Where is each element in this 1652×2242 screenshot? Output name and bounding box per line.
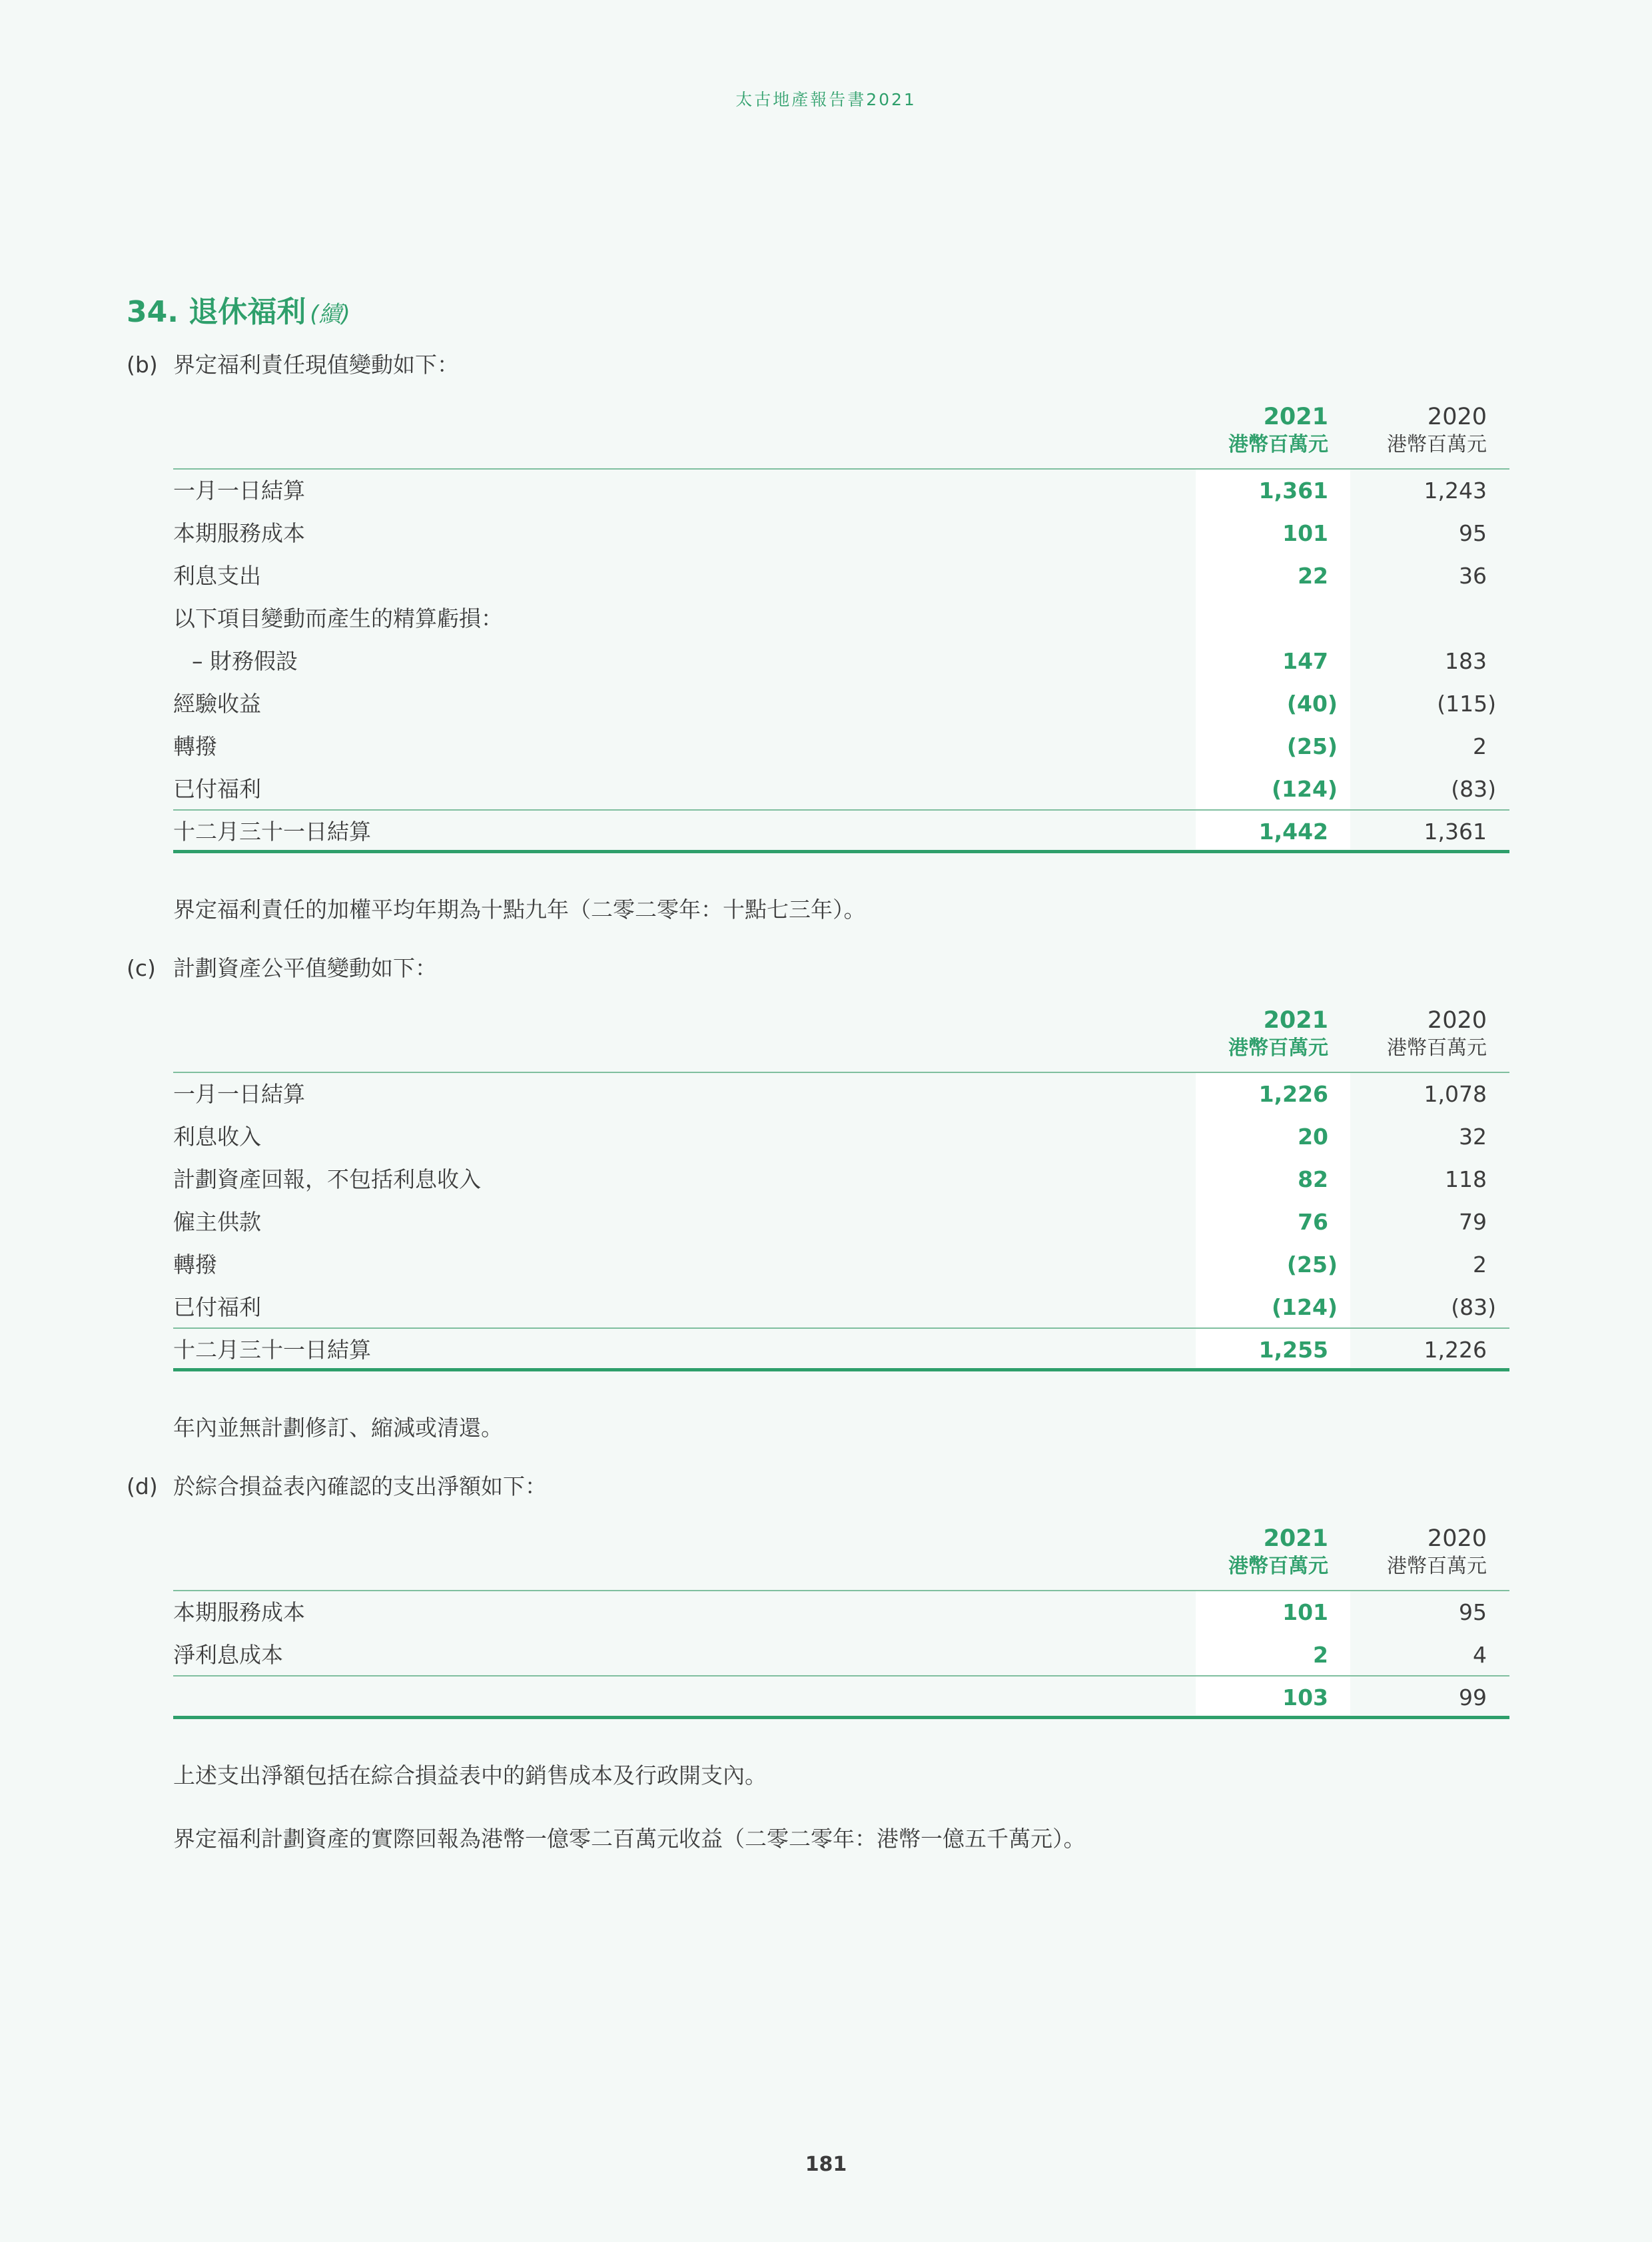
prior-value: (83) xyxy=(1451,776,1496,802)
part-d-heading-text: 於綜合損益表內確認的支出淨額如下： xyxy=(173,1473,547,1499)
part-d-heading xyxy=(127,1469,547,1501)
current-value: 101 xyxy=(1282,1599,1328,1625)
table-row xyxy=(173,1158,1509,1201)
total-rule xyxy=(173,850,1509,853)
prior-value: 1,078 xyxy=(1424,1081,1487,1107)
part-c-note: 年內並無計劃修訂、縮減或清還。 xyxy=(173,1415,503,1441)
total-label: 十二月三十一日結算 xyxy=(173,1337,371,1363)
part-c-heading xyxy=(127,951,437,982)
current-value: (124) xyxy=(1271,776,1338,802)
table-row xyxy=(173,1201,1509,1244)
row-label: 一月一日結算 xyxy=(173,1081,305,1107)
row-label: 本期服務成本 xyxy=(173,520,305,546)
table-row xyxy=(173,1286,1509,1329)
prior-total: 99 xyxy=(1459,1684,1487,1710)
current-value: 22 xyxy=(1298,563,1328,589)
part-b-note: 界定福利責任的加權平均年期為十點九年（二零二零年：十點七三年）。 xyxy=(173,897,866,923)
prior-value: (83) xyxy=(1451,1294,1496,1320)
prior-year-header xyxy=(1387,403,1487,457)
current-value: (40) xyxy=(1286,691,1338,717)
section-title xyxy=(127,288,350,330)
row-label: 已付福利 xyxy=(173,1294,261,1320)
part-b-heading-text: 界定福利責任現值變動如下： xyxy=(173,352,459,378)
row-label: 一月一日結算 xyxy=(173,478,305,504)
prior-year-label: 2020 xyxy=(1427,404,1487,430)
current-value: (25) xyxy=(1286,1252,1338,1278)
current-value: 76 xyxy=(1298,1209,1328,1235)
row-label: 轉撥 xyxy=(173,733,217,759)
prior-value: 95 xyxy=(1459,520,1487,546)
row-label: 本期服務成本 xyxy=(173,1599,305,1625)
prior-value: 183 xyxy=(1445,648,1487,674)
total-rule xyxy=(173,1368,1509,1371)
prior-total: 1,226 xyxy=(1424,1337,1487,1363)
prior-year-unit: 港幣百萬元 xyxy=(1387,1036,1487,1060)
prior-year-header xyxy=(1387,1006,1487,1060)
current-year-header xyxy=(1228,1525,1328,1579)
current-value: 2 xyxy=(1313,1642,1328,1668)
prior-total: 1,361 xyxy=(1424,819,1487,845)
row-label: 轉撥 xyxy=(173,1252,217,1278)
prior-year-header xyxy=(1387,1525,1487,1579)
row-label: – 財務假設 xyxy=(192,648,298,674)
part-d-note-2: 界定福利計劃資產的實際回報為港幣一億零二百萬元收益（二零二零年：港幣一億五千萬元）。 xyxy=(173,1826,1086,1852)
row-label: 淨利息成本 xyxy=(173,1642,283,1668)
table-row xyxy=(173,1244,1509,1286)
part-c-heading-text: 計劃資產公平值變動如下： xyxy=(173,955,437,981)
total-label: 十二月三十一日結算 xyxy=(173,819,371,845)
table-row xyxy=(173,683,1509,725)
current-year-header xyxy=(1228,1006,1328,1060)
table-row xyxy=(173,725,1509,768)
current-value: 20 xyxy=(1298,1124,1328,1150)
row-label: 僱主供款 xyxy=(173,1209,261,1235)
row-label: 以下項目變動而產生的精算虧損： xyxy=(173,605,503,631)
row-label: 計劃資產回報，不包括利息收入 xyxy=(173,1166,481,1192)
table-row xyxy=(173,1634,1509,1677)
table-row xyxy=(173,768,1509,811)
current-total: 1,442 xyxy=(1258,819,1328,845)
current-year-header xyxy=(1228,403,1328,457)
current-value: (25) xyxy=(1286,733,1338,759)
total-row xyxy=(173,1329,1509,1371)
part-b-heading xyxy=(127,348,459,379)
prior-value: 1,243 xyxy=(1424,478,1487,504)
prior-year-unit: 港幣百萬元 xyxy=(1387,432,1487,456)
current-value: 147 xyxy=(1282,648,1328,674)
table-row xyxy=(173,470,1509,512)
prior-year-label: 2020 xyxy=(1427,1525,1487,1552)
total-rule xyxy=(173,1716,1509,1719)
continued-mark: (續) xyxy=(310,301,350,328)
current-year-label: 2021 xyxy=(1263,1007,1328,1034)
prior-value: 2 xyxy=(1473,733,1487,759)
table-row xyxy=(173,1073,1509,1116)
prior-value: 79 xyxy=(1459,1209,1487,1235)
prior-value: 95 xyxy=(1459,1599,1487,1625)
current-value: 1,226 xyxy=(1258,1081,1328,1107)
prior-value: 2 xyxy=(1473,1252,1487,1278)
current-value: (124) xyxy=(1271,1294,1338,1320)
row-label: 經驗收益 xyxy=(173,691,261,717)
current-year-unit: 港幣百萬元 xyxy=(1228,1036,1328,1060)
table-row xyxy=(173,1116,1509,1158)
part-c-letter: (c) xyxy=(127,955,156,981)
prior-year-unit: 港幣百萬元 xyxy=(1387,1554,1487,1578)
current-value: 1,361 xyxy=(1258,478,1328,504)
current-total: 103 xyxy=(1282,1684,1328,1710)
prior-value: 36 xyxy=(1459,563,1487,589)
table-row xyxy=(173,512,1509,555)
current-year-label: 2021 xyxy=(1263,404,1328,430)
part-d-note-1: 上述支出淨額包括在綜合損益表中的銷售成本及行政開支內。 xyxy=(173,1762,767,1788)
table-row xyxy=(173,555,1509,597)
prior-value: (115) xyxy=(1437,691,1496,717)
row-label: 已付福利 xyxy=(173,776,261,802)
part-b-letter: (b) xyxy=(127,352,158,378)
current-value: 101 xyxy=(1282,520,1328,546)
table-row xyxy=(173,1591,1509,1634)
prior-value: 118 xyxy=(1445,1166,1487,1192)
current-year-unit: 港幣百萬元 xyxy=(1228,1554,1328,1578)
row-label: 利息支出 xyxy=(173,563,261,589)
current-year-label: 2021 xyxy=(1263,1525,1328,1552)
current-total: 1,255 xyxy=(1258,1337,1328,1363)
prior-value: 32 xyxy=(1459,1124,1487,1150)
current-year-unit: 港幣百萬元 xyxy=(1228,432,1328,456)
total-row xyxy=(173,811,1509,853)
prior-year-label: 2020 xyxy=(1427,1007,1487,1034)
part-d-letter: (d) xyxy=(127,1473,158,1499)
total-row xyxy=(173,1677,1509,1719)
table-row xyxy=(173,597,1509,640)
prior-value: 4 xyxy=(1473,1642,1487,1668)
section-title-text: 34. 退休福利 xyxy=(127,295,306,329)
running-title: 太古地產報告書2021 xyxy=(735,90,917,109)
table-row xyxy=(173,640,1509,683)
page-number: 181 xyxy=(805,2153,847,2176)
row-label: 利息收入 xyxy=(173,1124,261,1150)
current-value: 82 xyxy=(1298,1166,1328,1192)
